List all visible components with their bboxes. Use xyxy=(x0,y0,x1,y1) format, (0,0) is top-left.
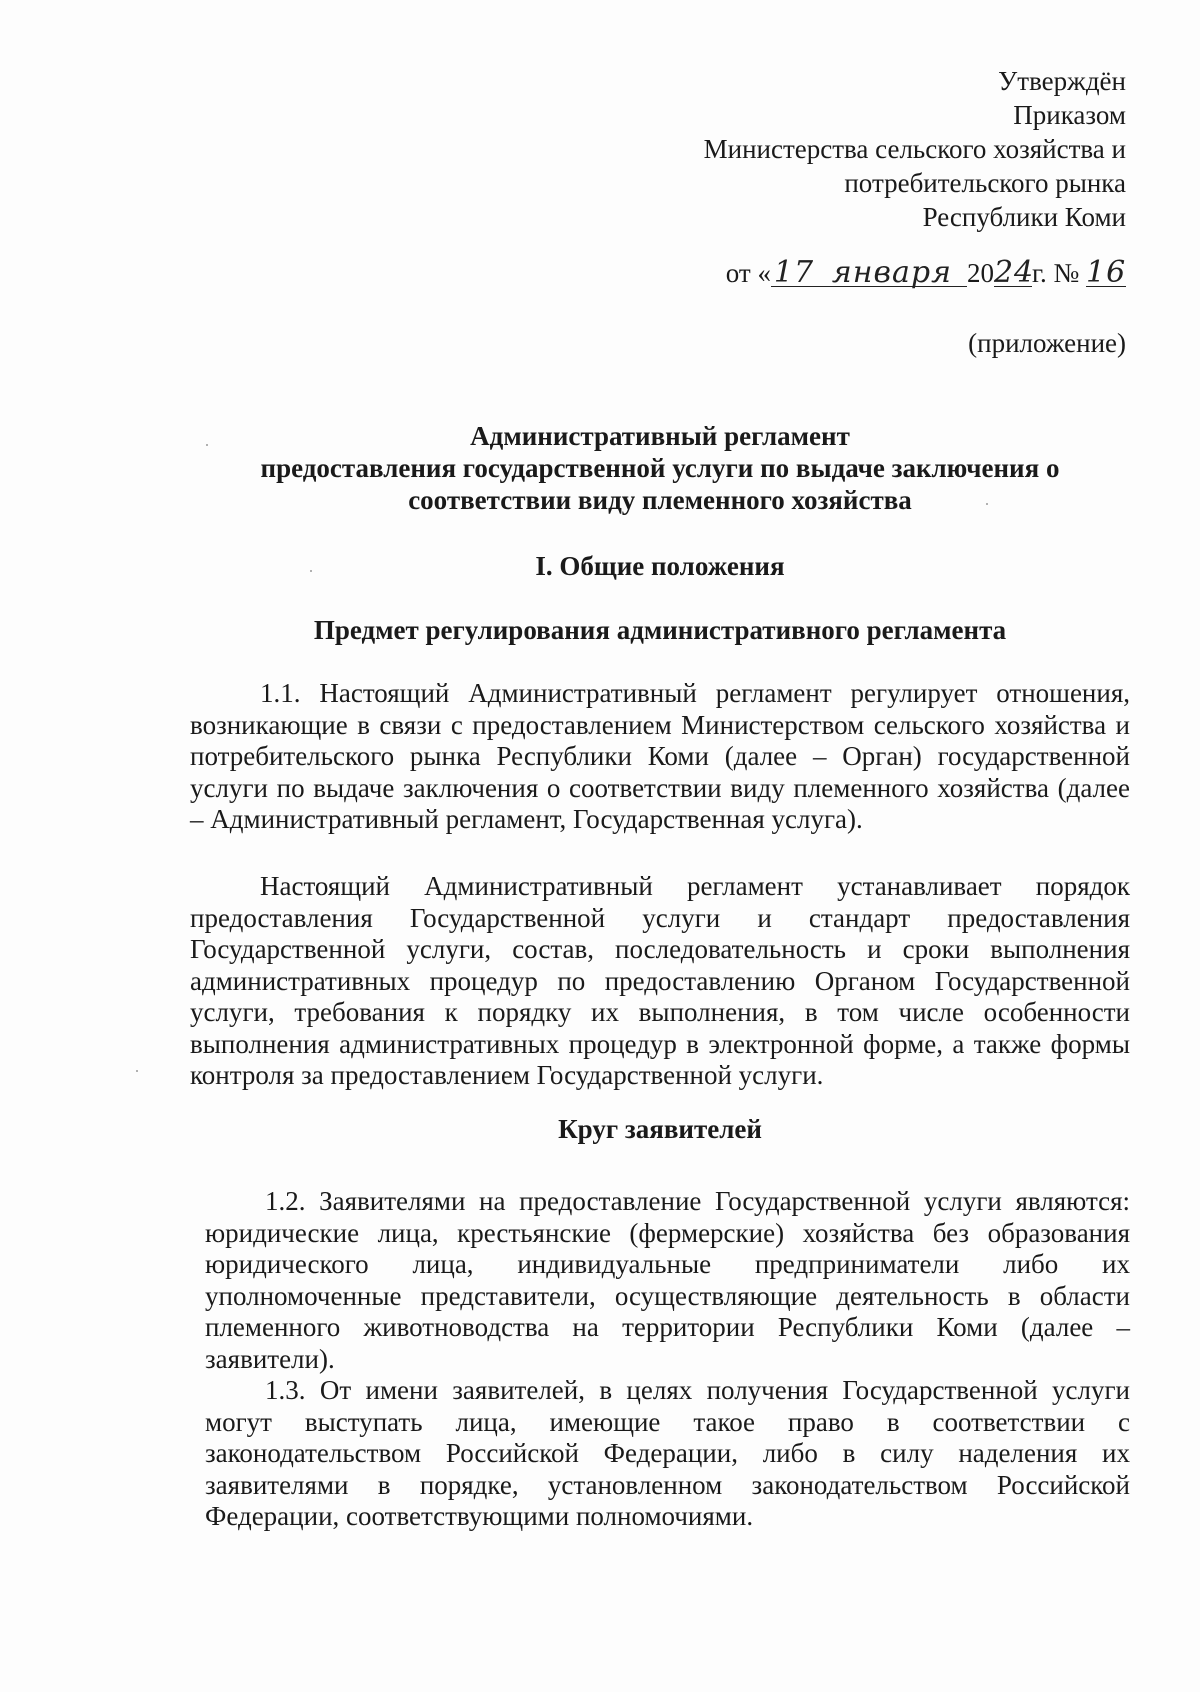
order-year-prefix: 20 xyxy=(966,258,994,288)
order-number-handwritten: 16 xyxy=(1086,255,1127,290)
scan-speck xyxy=(310,570,312,572)
document-title xyxy=(190,420,1130,516)
applicants-heading: Круг заявителей xyxy=(558,1114,762,1144)
approval-line: Республики Коми xyxy=(922,202,1126,232)
approval-line: Утверждён xyxy=(998,66,1126,96)
section-heading: I. Общие положения xyxy=(535,551,785,581)
applicants-paragraphs xyxy=(205,1186,1130,1533)
paragraph-1-1-continued: Настоящий Административный регламент устанавливает порядок предоставления Государственной услуги и стандарт предоставления Государственной услуги, состав, последовательность и сроки выполнения административных процедур по предоставлению Органом Государственной услуги, требования к порядку их выполнения, в том числе особенности выполнения административных процедур в электронной форме, а также формы контроля за предоставлением Государственной услуги. xyxy=(190,871,1130,1090)
title-line: предоставления государственной услуги по выдаче заключения о xyxy=(260,453,1060,483)
scan-speck xyxy=(136,1070,138,1072)
approval-line: Министерства сельского хозяйства и xyxy=(703,134,1126,164)
order-prefix: от « xyxy=(725,258,771,288)
title-line: Административный регламент xyxy=(470,421,850,451)
paragraph-1-3: 1.3. От имени заявителей, в целях получения Государственной услуги могут выступать лица, имеющие такое право в соответствии с законодательством Российской Федерации, либо в силу наделения их заявителями в порядке, установленном законодательством Российской Федерации, соответствующими полномочиями. xyxy=(205,1375,1130,1531)
approval-line: Приказом xyxy=(1013,100,1126,130)
scan-speck xyxy=(206,444,208,446)
appendix-label: (приложение) xyxy=(968,328,1126,358)
title-line: соответствии виду племенного хозяйства xyxy=(408,485,912,515)
order-day-handwritten: 17 xyxy=(771,260,817,287)
order-month-handwritten: января xyxy=(817,260,967,287)
paragraph-1-1: 1.1. Настоящий Административный регламент регулирует отношения, возникающие в связи с предоставлением Министерством сельского хозяйства и потребительского рынка Республики Коми (далее – Орган) государственной услуги по выдаче заключения о соответствии виду племенного хозяйства (далее – Административный регламент, Государственная услуга). xyxy=(190,678,1130,834)
order-year-handwritten: 24 xyxy=(993,255,1035,290)
approval-block xyxy=(606,64,1126,234)
approval-line: потребительского рынка xyxy=(844,168,1126,198)
paragraph-1-2: 1.2. Заявителями на предоставление Государственной услуги являются: юридические лица, крестьянские (фермерские) хозяйства без образования юридического лица, индивидуальные предприниматели либо их уполномоченные представители, осуществляющие деятельность в области племенного животноводства на территории Республики Коми (далее – заявители). xyxy=(205,1186,1130,1374)
scan-speck xyxy=(986,503,988,505)
order-date-line xyxy=(726,256,1126,290)
subsection-heading: Предмет регулирования административного регламента xyxy=(313,615,1007,645)
order-year-word: г. № xyxy=(1031,258,1080,288)
